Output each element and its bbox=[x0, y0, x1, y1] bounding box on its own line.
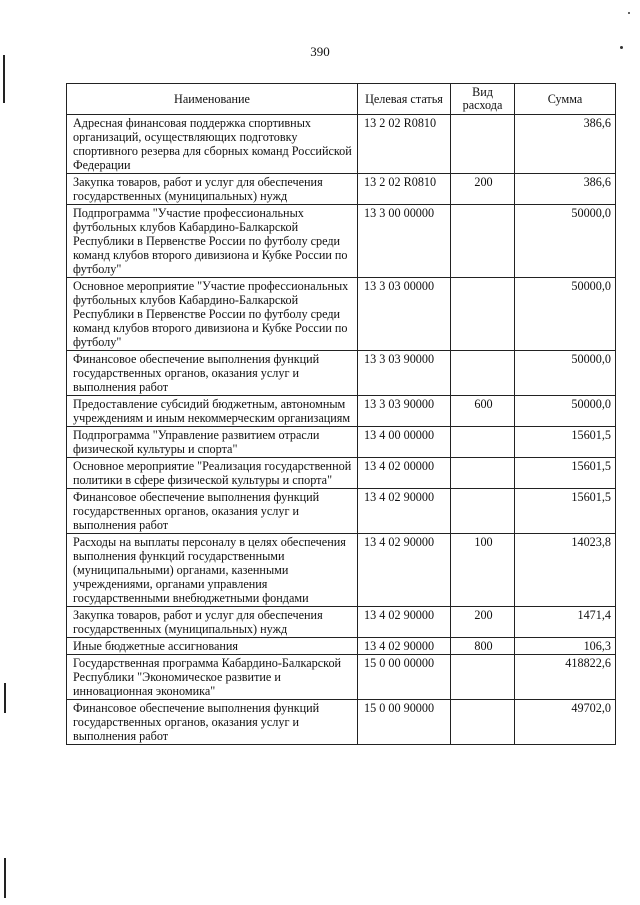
table-row bbox=[67, 607, 616, 638]
scan-speck bbox=[628, 12, 630, 14]
cell-name: Расходы на выплаты персоналу в целях обеспечения выполнения функций государственными (муниципальными) органами, казенными учреждениями, органами управления государственными внебюджетными фондами bbox=[67, 534, 358, 607]
left-margin-line-mid bbox=[4, 683, 6, 713]
cell-amount: 418822,6 bbox=[515, 655, 616, 700]
cell-expense-type: 100 bbox=[451, 534, 515, 607]
left-margin-line-top bbox=[3, 55, 5, 103]
cell-target-article: 15 0 00 00000 bbox=[358, 655, 451, 700]
table-row bbox=[67, 489, 616, 534]
table-row bbox=[67, 115, 616, 174]
table-row bbox=[67, 700, 616, 745]
cell-target-article: 13 3 03 90000 bbox=[358, 351, 451, 396]
cell-amount: 50000,0 bbox=[515, 278, 616, 351]
scan-speck bbox=[620, 46, 623, 49]
cell-name: Основное мероприятие "Реализация государственной политики в сфере физической культуры и спорта" bbox=[67, 458, 358, 489]
cell-expense-type bbox=[451, 205, 515, 278]
cell-name: Закупка товаров, работ и услуг для обеспечения государственных (муниципальных) нужд bbox=[67, 607, 358, 638]
cell-expense-type: 800 bbox=[451, 638, 515, 655]
cell-amount: 1471,4 bbox=[515, 607, 616, 638]
cell-expense-type bbox=[451, 278, 515, 351]
cell-amount: 50000,0 bbox=[515, 205, 616, 278]
cell-amount: 49702,0 bbox=[515, 700, 616, 745]
cell-amount: 50000,0 bbox=[515, 396, 616, 427]
cell-amount: 15601,5 bbox=[515, 427, 616, 458]
cell-amount: 386,6 bbox=[515, 115, 616, 174]
header-expense-type: Вид расхода bbox=[451, 84, 515, 115]
left-margin-line-bottom bbox=[4, 858, 6, 898]
cell-expense-type bbox=[451, 115, 515, 174]
cell-target-article: 13 4 02 90000 bbox=[358, 638, 451, 655]
cell-name: Финансовое обеспечение выполнения функций государственных органов, оказания услуг и выполнения работ bbox=[67, 351, 358, 396]
cell-target-article: 13 2 02 R0810 bbox=[358, 115, 451, 174]
cell-target-article: 13 4 00 00000 bbox=[358, 427, 451, 458]
cell-name: Основное мероприятие "Участие профессиональных футбольных клубов Кабардино-Балкарской Республики в Первенстве России по футболу среди команд клубов второго дивизиона и Кубке России по футболу" bbox=[67, 278, 358, 351]
cell-amount: 15601,5 bbox=[515, 458, 616, 489]
cell-name: Подпрограмма "Участие профессиональных футбольных клубов Кабардино-Балкарской Республики в Первенстве России по футболу среди команд клубов второго дивизиона и Кубке России по футболу" bbox=[67, 205, 358, 278]
cell-name: Иные бюджетные ассигнования bbox=[67, 638, 358, 655]
cell-expense-type: 200 bbox=[451, 174, 515, 205]
cell-target-article: 13 4 02 90000 bbox=[358, 534, 451, 607]
cell-expense-type: 200 bbox=[451, 607, 515, 638]
cell-target-article: 15 0 00 90000 bbox=[358, 700, 451, 745]
header-name: Наименование bbox=[67, 84, 358, 115]
page-number: 390 bbox=[310, 44, 330, 59]
cell-name: Предоставление субсидий бюджетным, автономным учреждениям и иным некоммерческим организациям bbox=[67, 396, 358, 427]
table-row bbox=[67, 427, 616, 458]
cell-target-article: 13 4 02 90000 bbox=[358, 607, 451, 638]
cell-target-article: 13 2 02 R0810 bbox=[358, 174, 451, 205]
cell-name: Государственная программа Кабардино-Балкарской Республики "Экономическое развитие и инновационная экономика" bbox=[67, 655, 358, 700]
cell-amount: 50000,0 bbox=[515, 351, 616, 396]
cell-name: Финансовое обеспечение выполнения функций государственных органов, оказания услуг и выполнения работ bbox=[67, 489, 358, 534]
cell-target-article: 13 3 00 00000 bbox=[358, 205, 451, 278]
cell-expense-type bbox=[451, 427, 515, 458]
table-row bbox=[67, 174, 616, 205]
table-header-row bbox=[67, 84, 616, 115]
cell-target-article: 13 4 02 00000 bbox=[358, 458, 451, 489]
cell-target-article: 13 3 03 00000 bbox=[358, 278, 451, 351]
cell-name: Финансовое обеспечение выполнения функций государственных органов, оказания услуг и выполнения работ bbox=[67, 700, 358, 745]
cell-amount: 15601,5 bbox=[515, 489, 616, 534]
table-row bbox=[67, 278, 616, 351]
cell-expense-type bbox=[451, 489, 515, 534]
table-row bbox=[67, 396, 616, 427]
cell-name: Адресная финансовая поддержка спортивных организаций, осуществляющих подготовку спортивного резерва для сборных команд Российской Федерации bbox=[67, 115, 358, 174]
table-row bbox=[67, 655, 616, 700]
cell-amount: 14023,8 bbox=[515, 534, 616, 607]
cell-name: Подпрограмма "Управление развитием отрасли физической культуры и спорта" bbox=[67, 427, 358, 458]
table-row bbox=[67, 458, 616, 489]
table-row bbox=[67, 351, 616, 396]
cell-amount: 106,3 bbox=[515, 638, 616, 655]
cell-expense-type bbox=[451, 700, 515, 745]
cell-expense-type bbox=[451, 351, 515, 396]
cell-amount: 386,6 bbox=[515, 174, 616, 205]
cell-name: Закупка товаров, работ и услуг для обеспечения государственных (муниципальных) нужд bbox=[67, 174, 358, 205]
cell-target-article: 13 3 03 90000 bbox=[358, 396, 451, 427]
cell-expense-type: 600 bbox=[451, 396, 515, 427]
cell-expense-type bbox=[451, 458, 515, 489]
cell-target-article: 13 4 02 90000 bbox=[358, 489, 451, 534]
header-target-article: Целевая статья bbox=[358, 84, 451, 115]
table-row bbox=[67, 638, 616, 655]
header-amount: Сумма bbox=[515, 84, 616, 115]
cell-expense-type bbox=[451, 655, 515, 700]
table-row bbox=[67, 534, 616, 607]
budget-table bbox=[66, 83, 616, 745]
table-row bbox=[67, 205, 616, 278]
